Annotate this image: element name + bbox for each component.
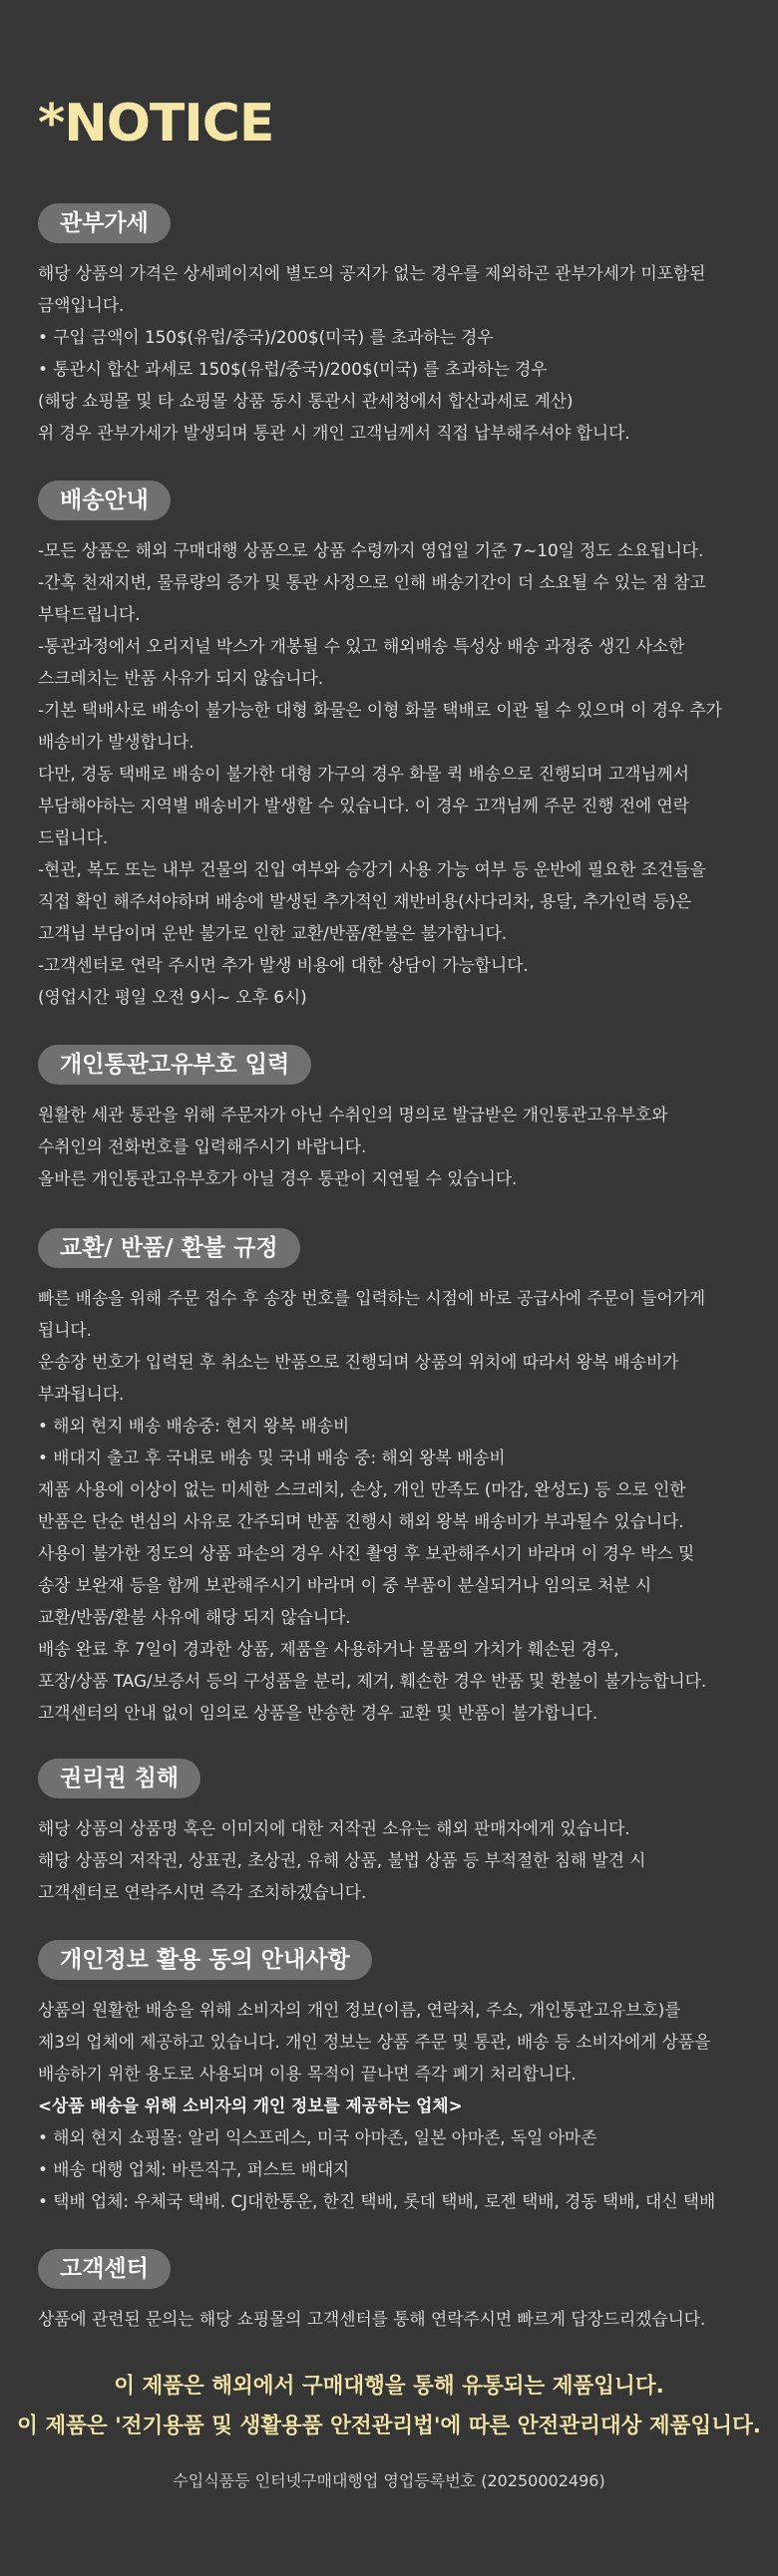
section-customer-center <box>38 2249 748 2335</box>
body-line: • 택배 업체: 우체국 택배. CJ대한통운, 한진 택배, 롯데 택배, 로젠 택배, 경동 택배, 대신 택배 <box>38 2191 716 2211</box>
section-copyright <box>38 1759 748 1908</box>
body-line: (해당 쇼핑몰 및 타 쇼핑몰 상품 동시 통관시 관세청에서 합산과세로 계산) <box>38 391 574 411</box>
body-line: -간혹 천재지변, 물류량의 증가 및 통관 사정으로 인해 배송기간이 더 소요될 수 있는 점 참고 <box>38 572 706 592</box>
body-line: 드립니다. <box>38 827 109 847</box>
footer-registration-number: 수입식품등 인터넷구매대행업 영업등록번호 (20250002496) <box>173 2471 605 2490</box>
section-body <box>38 1812 748 1908</box>
body-line: 반품은 단순 변심의 사유로 간주되며 반품 진행시 해외 왕복 배송비가 부과될수 있습니다. <box>38 1511 684 1531</box>
body-line: 고객님 부담이며 운반 불가로 인한 교환/반품/환불은 불가합니다. <box>38 923 508 943</box>
body-line: -기본 택배사로 배송이 불가능한 대형 화물은 이형 화물 택배로 이관 될 수 있으며 이 경우 추가 <box>38 700 722 720</box>
body-line: 송장 보완재 등을 함께 보관해주시기 바라며 이 중 부품이 분실되거나 임의로 처분 시 <box>38 1575 652 1595</box>
footer-highlight-safety-law: 이 제품은 '전기용품 및 생활용품 안전관리법'에 따른 안전관리대상 제품입니다. <box>17 2414 761 2438</box>
body-line: 금액입니다. <box>38 295 125 315</box>
body-line: 해당 상품의 가격은 상세페이지에 별도의 공지가 없는 경우를 제외하곤 관부가세가 미포함된 <box>38 263 706 283</box>
section-label: 개인통관고유부호 입력 <box>38 1045 311 1085</box>
body-line: 수취인의 전화번호를 입력해주시기 바랍니다. <box>38 1136 367 1156</box>
section-body <box>38 1099 748 1194</box>
section-label: 고객센터 <box>38 2249 171 2289</box>
body-line: 위 경우 관부가세가 발생되며 통관 시 개인 고객님께서 직접 납부해주셔야 합니다. <box>38 423 630 443</box>
body-line: -현관, 복도 또는 내부 건물의 진입 여부와 승강기 사용 가능 여부 등 운반에 필요한 조건들을 <box>38 859 706 879</box>
section-label: 관부가세 <box>38 203 171 243</box>
footer-highlight-overseas: 이 제품은 해외에서 구매대행을 통해 유통되는 제품입니다. <box>114 2374 664 2399</box>
body-line: 배송비가 발생합니다. <box>38 732 194 752</box>
body-line: 배송하기 위한 용도로 사용되며 이용 목적이 끝나면 즉각 폐기 처리합니다. <box>38 2064 577 2084</box>
section-body <box>38 1994 748 2217</box>
body-line: 해당 상품의 상품명 혹은 이미지에 대한 저작권 소유는 해외 판매자에게 있습니다. <box>38 1818 630 1838</box>
body-line: • 배송 대행 업체: 바른직구, 퍼스트 배대지 <box>38 2159 350 2179</box>
body-line: <상품 배송을 위해 소비자의 개인 정보를 제공하는 업체> <box>38 2095 463 2115</box>
body-line: 제품 사용에 이상이 없는 미세한 스크레치, 손상, 개인 만족도 (마감, 완성도) 등 으로 인한 <box>38 1479 686 1499</box>
body-line: 부탁드립니다. <box>38 604 141 624</box>
body-line: 교환/반품/환불 사유에 해당 되지 않습니다. <box>38 1607 351 1627</box>
body-line: • 배대지 출고 후 국내로 배송 및 국내 배송 중: 해외 왕복 배송비 <box>38 1448 506 1467</box>
footer-notice <box>0 2367 778 2496</box>
body-line: 제3의 업체에 제공하고 있습니다. 개인 정보는 상품 주문 및 통관, 배송 등 소비자에게 상품을 <box>38 2032 711 2052</box>
section-label: 교환/ 반품/ 환불 규정 <box>38 1228 300 1268</box>
body-line: • 구입 금액이 150$(유럽/중국)/200$(미국) 를 초과하는 경우 <box>38 327 494 347</box>
body-line: • 통관시 합산 과세로 150$(유럽/중국)/200$(미국) 를 초과하는 경우 <box>38 359 548 379</box>
notice-title: *NOTICE <box>38 94 274 154</box>
body-line: 상품에 관련된 문의는 해당 쇼핑몰의 고객센터를 통해 연락주시면 빠르게 답장드리겠습니다. <box>38 2309 706 2329</box>
body-line: 됩니다. <box>38 1320 92 1340</box>
body-line: 운송장 번호가 입력된 후 취소는 반품으로 진행되며 상품의 위치에 따라서 왕복 배송비가 <box>38 1352 679 1372</box>
body-line: 빠른 배송을 위해 주문 접수 후 송장 번호를 입력하는 시점에 바로 공급사에 주문이 들어가게 <box>38 1288 706 1308</box>
body-line: (영업시간 평일 오전 9시~ 오후 6시) <box>38 987 307 1007</box>
section-customs-code <box>38 1045 748 1194</box>
body-line: 다만, 경동 택배로 배송이 불가한 대형 가구의 경우 화물 퀵 배송으로 진행되며 고객님께서 <box>38 764 689 784</box>
body-line: 스크레치는 반품 사유가 되지 않습니다. <box>38 668 324 688</box>
body-line: • 해외 현지 쇼핑몰: 알리 익스프레스, 미국 아마존, 일본 아마존, 독일 아마존 <box>38 2127 597 2147</box>
section-body <box>38 1282 748 1729</box>
body-line: 고객센터의 안내 없이 임의로 상품을 반송한 경우 교환 및 반품이 불가합니다. <box>38 1703 598 1723</box>
body-line: 배송 완료 후 7일이 경과한 상품, 제품을 사용하거나 물품의 가치가 훼손된 경우, <box>38 1639 619 1659</box>
section-exchange-return-refund <box>38 1228 748 1729</box>
body-line: 상품의 원활한 배송을 위해 소비자의 개인 정보(이름, 연락처, 주소, 개인통관고유브호)를 <box>38 2000 681 2020</box>
body-line: 포장/상품 TAG/보증서 등의 구성품을 분리, 제거, 훼손한 경우 반품 및 환불이 불가능합니다. <box>38 1671 707 1691</box>
body-line: -통관과정에서 오리지널 박스가 개봉될 수 있고 해외배송 특성상 배송 과정중 생긴 사소한 <box>38 636 685 656</box>
section-shipping <box>38 481 748 1013</box>
section-body <box>38 2303 748 2335</box>
section-customs-tax <box>38 203 748 449</box>
body-line: 고객센터로 연락주시면 즉각 조치하겠습니다. <box>38 1882 367 1902</box>
section-body <box>38 534 748 1013</box>
body-line: 부담해야하는 지역별 배송비가 발생할 수 있습니다. 이 경우 고객님께 주문 진행 전에 연락 <box>38 796 689 815</box>
section-privacy-consent <box>38 1940 748 2217</box>
section-body <box>38 257 748 449</box>
section-label: 개인정보 활용 동의 안내사항 <box>38 1940 372 1980</box>
body-line: 사용이 불가한 정도의 상품 파손의 경우 사진 촬영 후 보관해주시기 바라며 이 경우 박스 및 <box>38 1543 695 1563</box>
body-line: 해당 상품의 저작권, 상표권, 초상권, 유해 상품, 불법 상품 등 부적절한 침해 발견 시 <box>38 1850 646 1870</box>
body-line: 올바른 개인통관고유부호가 아닐 경우 통관이 지연될 수 있습니다. <box>38 1168 518 1188</box>
body-line: -고객센터로 연락 주시면 추가 발생 비용에 대한 상담이 가능합니다. <box>38 955 529 975</box>
body-line: -모든 상품은 해외 구매대행 상품으로 상품 수령까지 영업일 기준 7~10일 정도 소요됩니다. <box>38 540 704 560</box>
section-label: 배송안내 <box>38 481 171 520</box>
body-line: 부과됩니다. <box>38 1384 125 1404</box>
body-line: 직접 확인 해주셔야하며 배송에 발생된 추가적인 재반비용(사다리차, 용달, 추가인력 등)은 <box>38 891 692 911</box>
body-line: • 해외 현지 배송 배송중: 현지 왕복 배송비 <box>38 1416 350 1436</box>
section-label: 권리권 침해 <box>38 1759 200 1798</box>
body-line: 원활한 세관 통관을 위해 주문자가 아닌 수취인의 명의로 발급받은 개인통관고유부호와 <box>38 1105 668 1125</box>
